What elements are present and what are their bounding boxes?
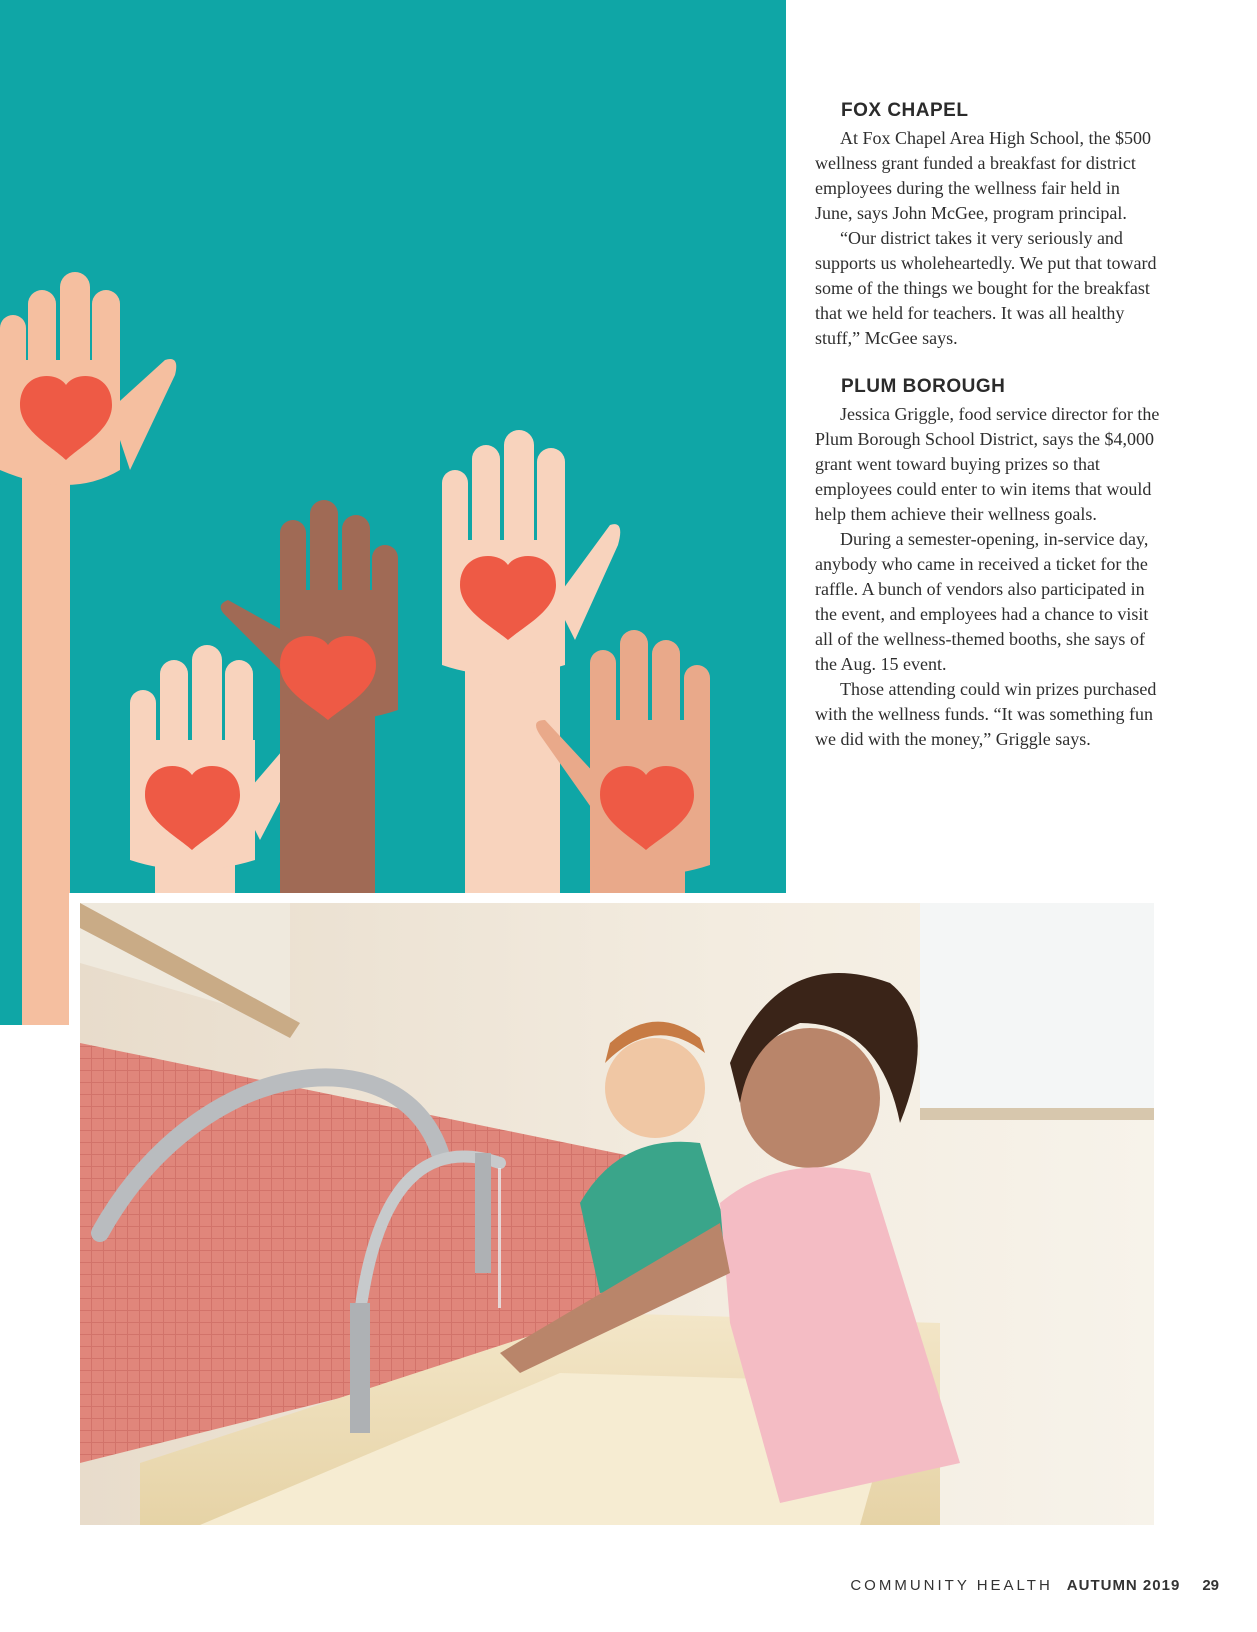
section-plum-borough bbox=[815, 376, 1160, 752]
paragraph: At Fox Chapel Area High School, the $500 wellness grant funded a breakfast for district employees during the wellness fair held in June, says John McGee, program principal. bbox=[815, 128, 1151, 223]
section-fox-chapel bbox=[815, 100, 1160, 351]
page-footer bbox=[850, 1577, 1219, 1594]
paragraph: “Our district takes it very seriously and supports us wholeheartedly. We put that toward some of the things we bought for the breakfast that we held for teachers. It was all healthy stuff,” McGee says. bbox=[815, 228, 1157, 348]
issue-label: AUTUMN 2019 bbox=[1066, 1577, 1181, 1594]
article-body bbox=[815, 100, 1160, 752]
section-heading: FOX CHAPEL bbox=[841, 100, 969, 121]
children-handwashing-photo bbox=[80, 903, 1154, 1525]
page-number: 29 bbox=[1202, 1577, 1219, 1594]
paragraph: Jessica Griggle, food service director for the Plum Borough School District, says the $4,000 grant went toward buying prizes so that employees could enter to win items that would help them achieve their wellness goals. bbox=[815, 404, 1160, 524]
raised-hands-illustration bbox=[0, 0, 786, 1025]
hands-with-hearts-graphic bbox=[0, 0, 786, 1025]
paragraph: During a semester-opening, in-service day, anybody who came in received a ticket for the raffle. A bunch of vendors also participated in the event, and employees had a chance to visit all of the wellness-themed booths, she says of the Aug. 15 event. bbox=[815, 529, 1149, 674]
section-heading: PLUM BOROUGH bbox=[841, 376, 1006, 397]
photo-graphic bbox=[80, 903, 1154, 1525]
magazine-name: COMMUNITY HEALTH bbox=[850, 1577, 1053, 1594]
paragraph: Those attending could win prizes purchased with the wellness funds. “It was something fun we did with the money,” Griggle says. bbox=[815, 679, 1157, 749]
